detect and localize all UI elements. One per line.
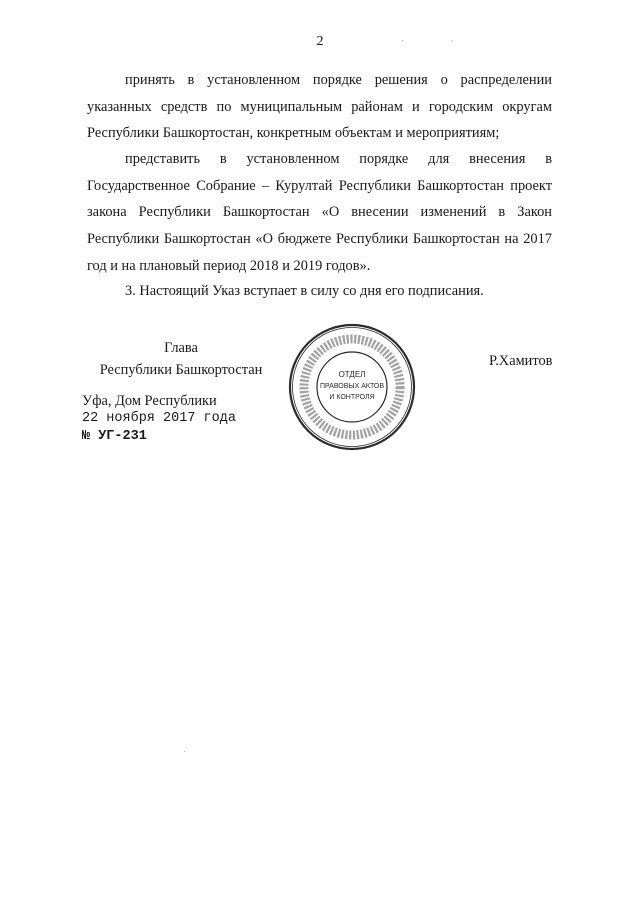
paragraph-bill-submission: представить в установленном порядке для внесения в Государственное Собрание – Курултай Республики Башкортостан проект закона Республики Башкортостан «О внесении изменений в Закон Республики Башкортостан «О бюджете Республики Башкортостан на 2017 год и на плановый период 2018 и 2019 годов».: [87, 151, 552, 274]
stamp-center-line2: ПРАВОВЫХ АКТОВ: [319, 383, 385, 390]
page-number: 2: [316, 34, 324, 49]
official-stamp: [287, 322, 417, 452]
signatory-title-line1: Глава: [164, 340, 198, 356]
scan-speck: [402, 40, 403, 41]
signatory-title: [86, 337, 276, 381]
stamp-center-line3: И КОНТРОЛЯ: [329, 394, 375, 401]
decree-date: 22 ноября 2017 года: [82, 411, 236, 426]
paragraph-distribution: принять в установленном порядке решения о распределении указанных средств по муниципальным районам и городским округам Республики Башкортостан, конкретным объектам и мероприятиям;: [87, 72, 552, 142]
scan-speck: [452, 40, 453, 41]
signatory-name: Р.Хамитов: [489, 353, 553, 369]
place-of-signing: Уфа, Дом Республики: [82, 393, 217, 409]
place-date-block: [82, 392, 236, 446]
stamp-center-line1: ОТДЕЛ: [338, 370, 366, 379]
scan-speck: [184, 751, 185, 752]
decree-number: № УГ-231: [82, 429, 147, 444]
signatory-title-line2: Республики Башкортостан: [99, 362, 263, 378]
paragraph-entry-into-force: 3. Настоящий Указ вступает в силу со дня его подписания.: [125, 283, 484, 299]
